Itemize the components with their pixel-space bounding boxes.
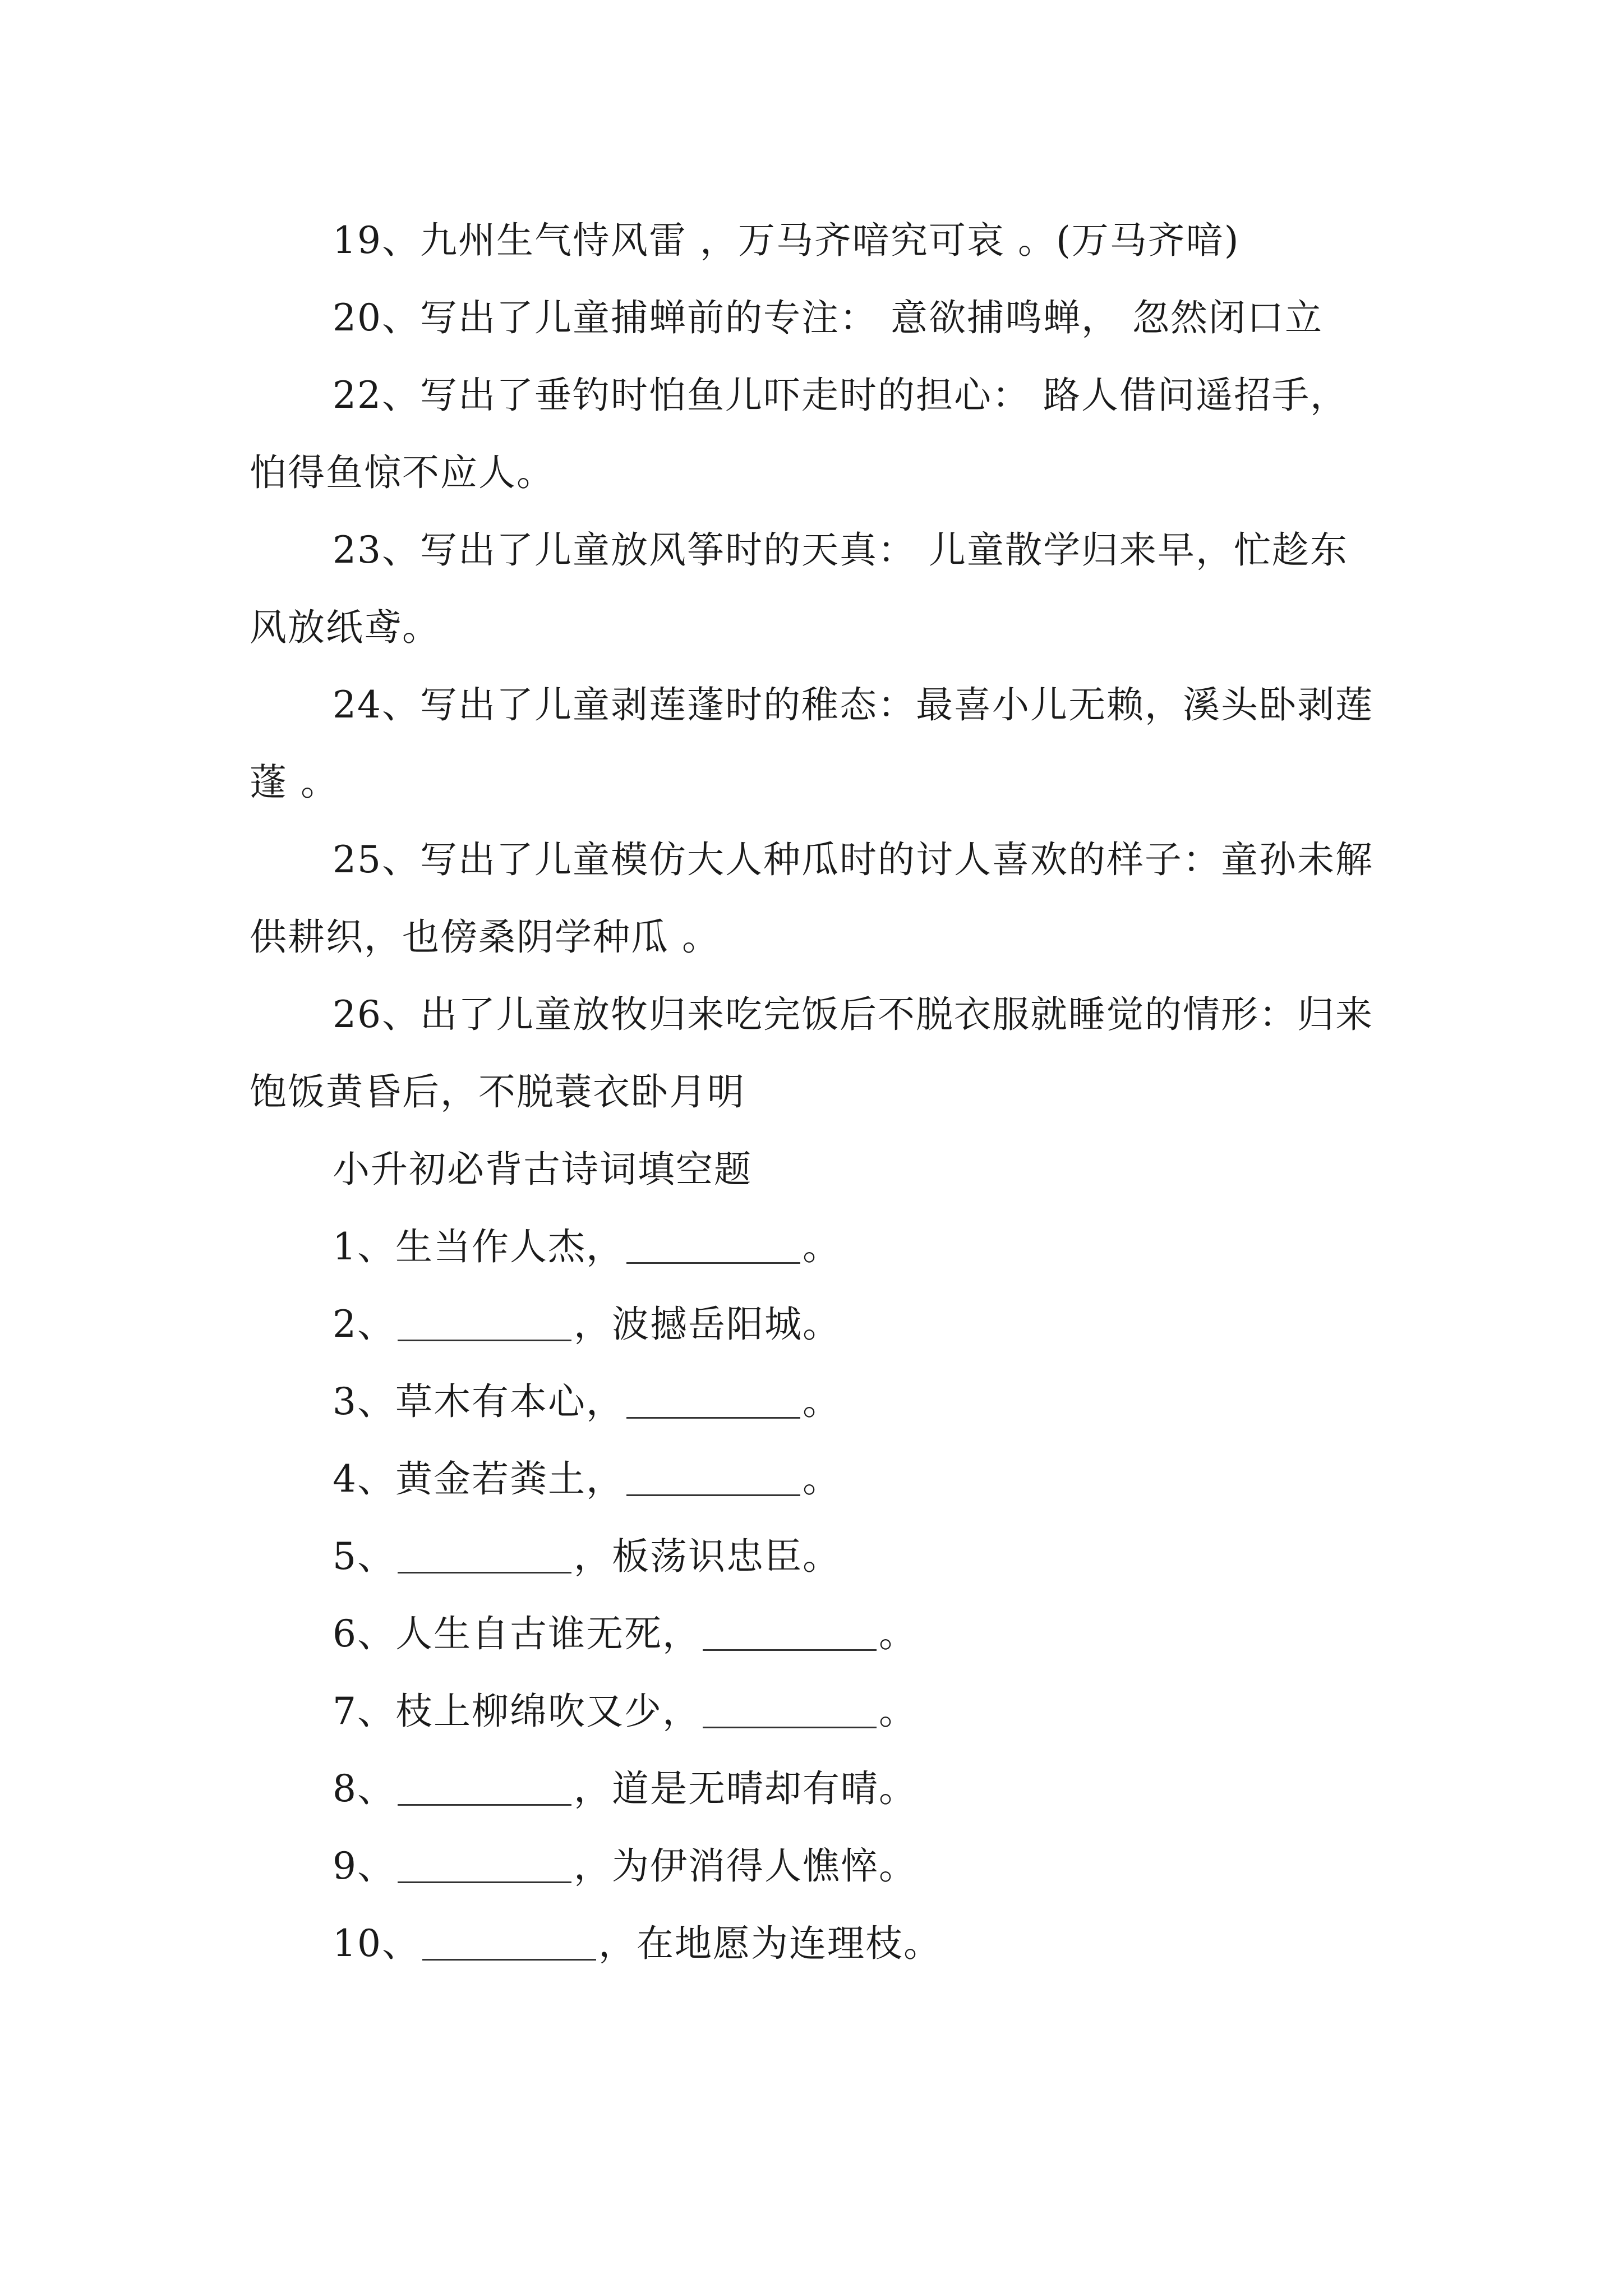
fill-in-blank[interactable] xyxy=(398,1767,571,1806)
question-number: 5、 xyxy=(333,1535,395,1578)
question-text-before: 黄金若粪土， xyxy=(395,1457,624,1501)
fill-in-blank[interactable] xyxy=(626,1457,800,1496)
question-text-before: 生当作人杰， xyxy=(395,1225,624,1268)
question-text-after: 。 xyxy=(803,1225,841,1268)
fill-in-blank[interactable] xyxy=(398,1844,571,1883)
answer-paragraph-26: 26、出了儿童放牧归来吃完饭后不脱衣服就睡觉的情形：归来饱饭黄昏后，不脱蓑衣卧月明 xyxy=(250,993,1373,1114)
document-content xyxy=(250,202,1385,1982)
fill-in-blank[interactable] xyxy=(398,1303,571,1341)
question-number: 1、 xyxy=(333,1225,395,1268)
answer-paragraph-24: 24、写出了儿童剥莲蓬时的稚态：最喜小儿无赖，溪头卧剥莲蓬 。 xyxy=(250,683,1373,804)
question-text-after: 。 xyxy=(803,1380,841,1423)
fill-in-blank[interactable] xyxy=(422,1922,596,1961)
question-9 xyxy=(250,1828,1385,1905)
question-text-after: ，波撼岳阳城。 xyxy=(574,1303,841,1346)
fill-in-blank[interactable] xyxy=(703,1612,877,1651)
question-text-after: ，为伊消得人憔悴。 xyxy=(574,1844,917,1888)
question-4 xyxy=(250,1441,1385,1518)
question-5 xyxy=(250,1518,1385,1595)
question-3 xyxy=(250,1363,1385,1441)
question-6 xyxy=(250,1595,1385,1673)
question-text-after: 。 xyxy=(879,1612,917,1655)
question-number: 2、 xyxy=(333,1303,395,1346)
answer-paragraph-23: 23、写出了儿童放风筝时的天真： 儿童散学归来早，忙趁东风放纸鸢。 xyxy=(250,528,1348,649)
question-text-before: 草木有本心， xyxy=(395,1380,624,1423)
answer-paragraph-22: 22、写出了垂钓时怕鱼儿吓走时的担心： 路人借问遥招手，怕得鱼惊不应人。 xyxy=(250,374,1348,494)
question-text-after: ，板荡识忠臣。 xyxy=(574,1535,841,1578)
question-number: 7、 xyxy=(333,1690,395,1733)
fill-in-blank[interactable] xyxy=(626,1380,800,1419)
fill-in-blank[interactable] xyxy=(626,1225,800,1264)
answer-paragraph-25: 25、写出了儿童模仿大人种瓜时的讨人喜欢的样子：童孙未解供耕织，也傍桑阴学种瓜 。 xyxy=(250,838,1373,959)
question-number: 4、 xyxy=(333,1457,395,1501)
question-text-after: ，道是无晴却有晴。 xyxy=(574,1767,917,1810)
fill-in-blank[interactable] xyxy=(398,1535,571,1573)
section-title: 小升初必背古诗词填空题 xyxy=(333,1148,752,1191)
question-text-after: 。 xyxy=(879,1690,917,1733)
question-text-before: 枝上柳绵吹又少， xyxy=(395,1690,700,1733)
question-text-after: ，在地愿为连理枝。 xyxy=(598,1922,942,1965)
question-text-after: 。 xyxy=(803,1457,841,1501)
question-8 xyxy=(250,1750,1385,1828)
answer-paragraph-19: 19、九州生气恃风雷 ，万马齐喑究可哀 。(万马齐喑) xyxy=(333,219,1240,262)
question-number: 3、 xyxy=(333,1380,395,1423)
question-7 xyxy=(250,1673,1385,1750)
question-number: 8、 xyxy=(333,1767,395,1810)
question-text-before: 人生自古谁无死， xyxy=(395,1612,700,1655)
question-2 xyxy=(250,1286,1385,1363)
answer-paragraph-20: 20、写出了儿童捕蝉前的专注： 意欲捕鸣蝉， 忽然闭口立 xyxy=(333,296,1323,339)
question-10 xyxy=(250,1905,1385,1982)
question-number: 6、 xyxy=(333,1612,395,1655)
question-1 xyxy=(250,1208,1385,1286)
question-number: 9、 xyxy=(333,1844,395,1888)
question-number: 10、 xyxy=(333,1922,420,1965)
fill-in-blank[interactable] xyxy=(703,1690,877,1728)
